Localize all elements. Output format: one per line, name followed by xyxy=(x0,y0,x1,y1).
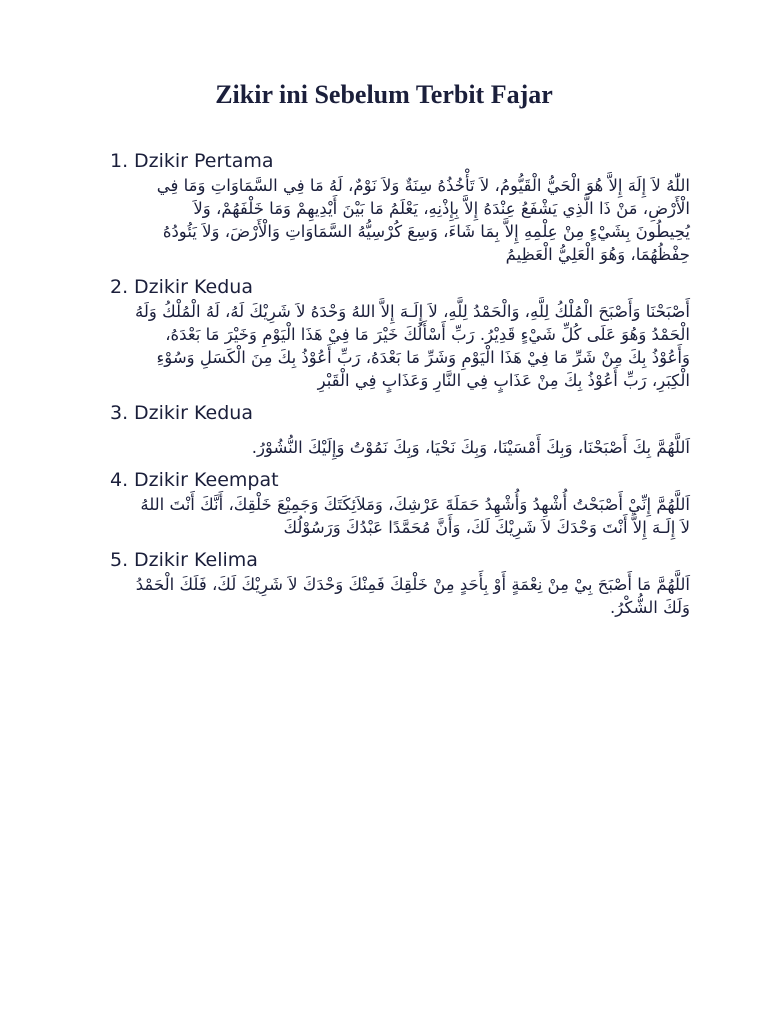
list-item-heading: Dzikir Pertama xyxy=(134,150,274,172)
list-item-header xyxy=(110,547,690,573)
list-item-heading: Dzikir Kedua xyxy=(134,276,253,298)
list-item-number: 3. xyxy=(110,402,129,424)
list-item-number: 2. xyxy=(110,276,129,298)
list-item-heading: Dzikir Kedua xyxy=(134,402,253,424)
list-item xyxy=(110,148,690,266)
arabic-text: أَصْبَحْنَا وَأَصْبَحَ الْمُلْكُ لِلَّهِ، وَالْحَمْدُ لِلَّهِ، لاَ إِلَـهَ إِلاَّ اللهُ وَحْدَهُ لاَ شَرِيْكَ لَهُ، لَهُ الْمُلْكُ وَلَهُ الْحَمْدُ وَهُوَ عَلَى كُلِّ شَيْءٍ قَدِيْرُ. رَبِّ أَسْأَلُكَ خَيْرَ مَا فِيْ هَذَا الْيَوْمِ وَخَيْرَ مَا بَعْدَهُ، وَأَعُوْذُ بِكَ مِنْ شَرِّ مَا فِيْ هَذَا الْيَوْمِ وَشَرِّ مَا بَعْدَهُ، رَبِّ أَعُوْذُ بِكَ مِنَ الْكَسَلِ وَسُوْءِ الْكِبَرِ، رَبِّ أَعُوْذُ بِكَ مِنْ عَذَابٍ فِي النَّارِ وَعَذَابٍ فِي الْقَبْرِ xyxy=(135,302,690,390)
dzikir-list xyxy=(110,148,690,627)
arabic-text: اَللَّهُمَّ إِنِّيْ أَصْبَحْتُ أُشْهِدُ وَأُشْهِدُ حَمَلَةَ عَرْشِكَ، وَمَلاَئِكَتَكَ وَجَمِيْعَ خَلْقِكَ، أَنَّكَ أَنْتَ اللهُ لاَ إِلَـهَ إِلاَّ أَنْتَ وَحْدَكَ لاَ شَرِيْكَ لَكَ، وَأَنَّ مُحَمَّدًا عَبْدُكَ وَرَسُوْلُكَ xyxy=(140,495,690,537)
list-item-header xyxy=(110,400,690,426)
list-item-heading: Dzikir Keempat xyxy=(134,469,279,491)
list-item-header xyxy=(110,148,690,174)
arabic-text: اَللَّهُمَّ بِكَ أَصْبَحْنَا، وَبِكَ أَمْسَيْنَا، وَبِكَ نَحْيَا، وَبِكَ نَمُوْتُ وَإِلَيْكَ النُّشُوْرُ. xyxy=(251,438,690,457)
list-item-number: 1. xyxy=(110,150,129,172)
list-item-header xyxy=(110,274,690,300)
list-item xyxy=(110,274,690,392)
list-item xyxy=(110,400,690,459)
list-item-header xyxy=(110,467,690,493)
arabic-text: اللّٰهُ لاَ إِلَهَ إِلاَّ هُوَ الْحَيُّ الْقَيُّومُ، لاَ تَأْخُذُهُ سِنَةٌ وَلاَ نَوْمٌ، لَهُ مَا فِي السَّمَاوَاتِ وَمَا فِي الْأَرْضِ، مَنْ ذَا الَّذِي يَشْفَعُ عِنْدَهُ إِلاَّ بِإِذْنِهِ، يَعْلَمُ مَا بَيْنَ أَيْدِيهِمْ وَمَا خَلْفَهُمْ، وَلاَ يُحِيطُونَ بِشَيْءٍ مِنْ عِلْمِهِ إِلاَّ بِمَا شَاءَ، وَسِعَ كُرْسِيُّهُ السَّمَاوَاتِ وَالْأَرْضَ، وَلاَ يَئُودُهُ حِفْظُهُمَا، وَهُوَ الْعَلِيُّ الْعَظِيمُ xyxy=(156,176,690,264)
list-item-number: 4. xyxy=(110,469,129,491)
list-item xyxy=(110,547,690,619)
list-item xyxy=(110,467,690,539)
arabic-text: اَللَّهُمَّ مَا أَصْبَحَ بِيْ مِنْ نِعْمَةٍ أَوْ بِأَحَدٍ مِنْ خَلْقِكَ فَمِنْكَ وَحْدَكَ لاَ شَرِيْكَ لَكَ، فَلَكَ الْحَمْدُ وَلَكَ الشُّكْرُ. xyxy=(135,575,690,617)
list-item-heading: Dzikir Kelima xyxy=(134,549,258,571)
list-item-number: 5. xyxy=(110,549,129,571)
page-title: Zikir ini Sebelum Terbit Fajar xyxy=(215,80,553,109)
